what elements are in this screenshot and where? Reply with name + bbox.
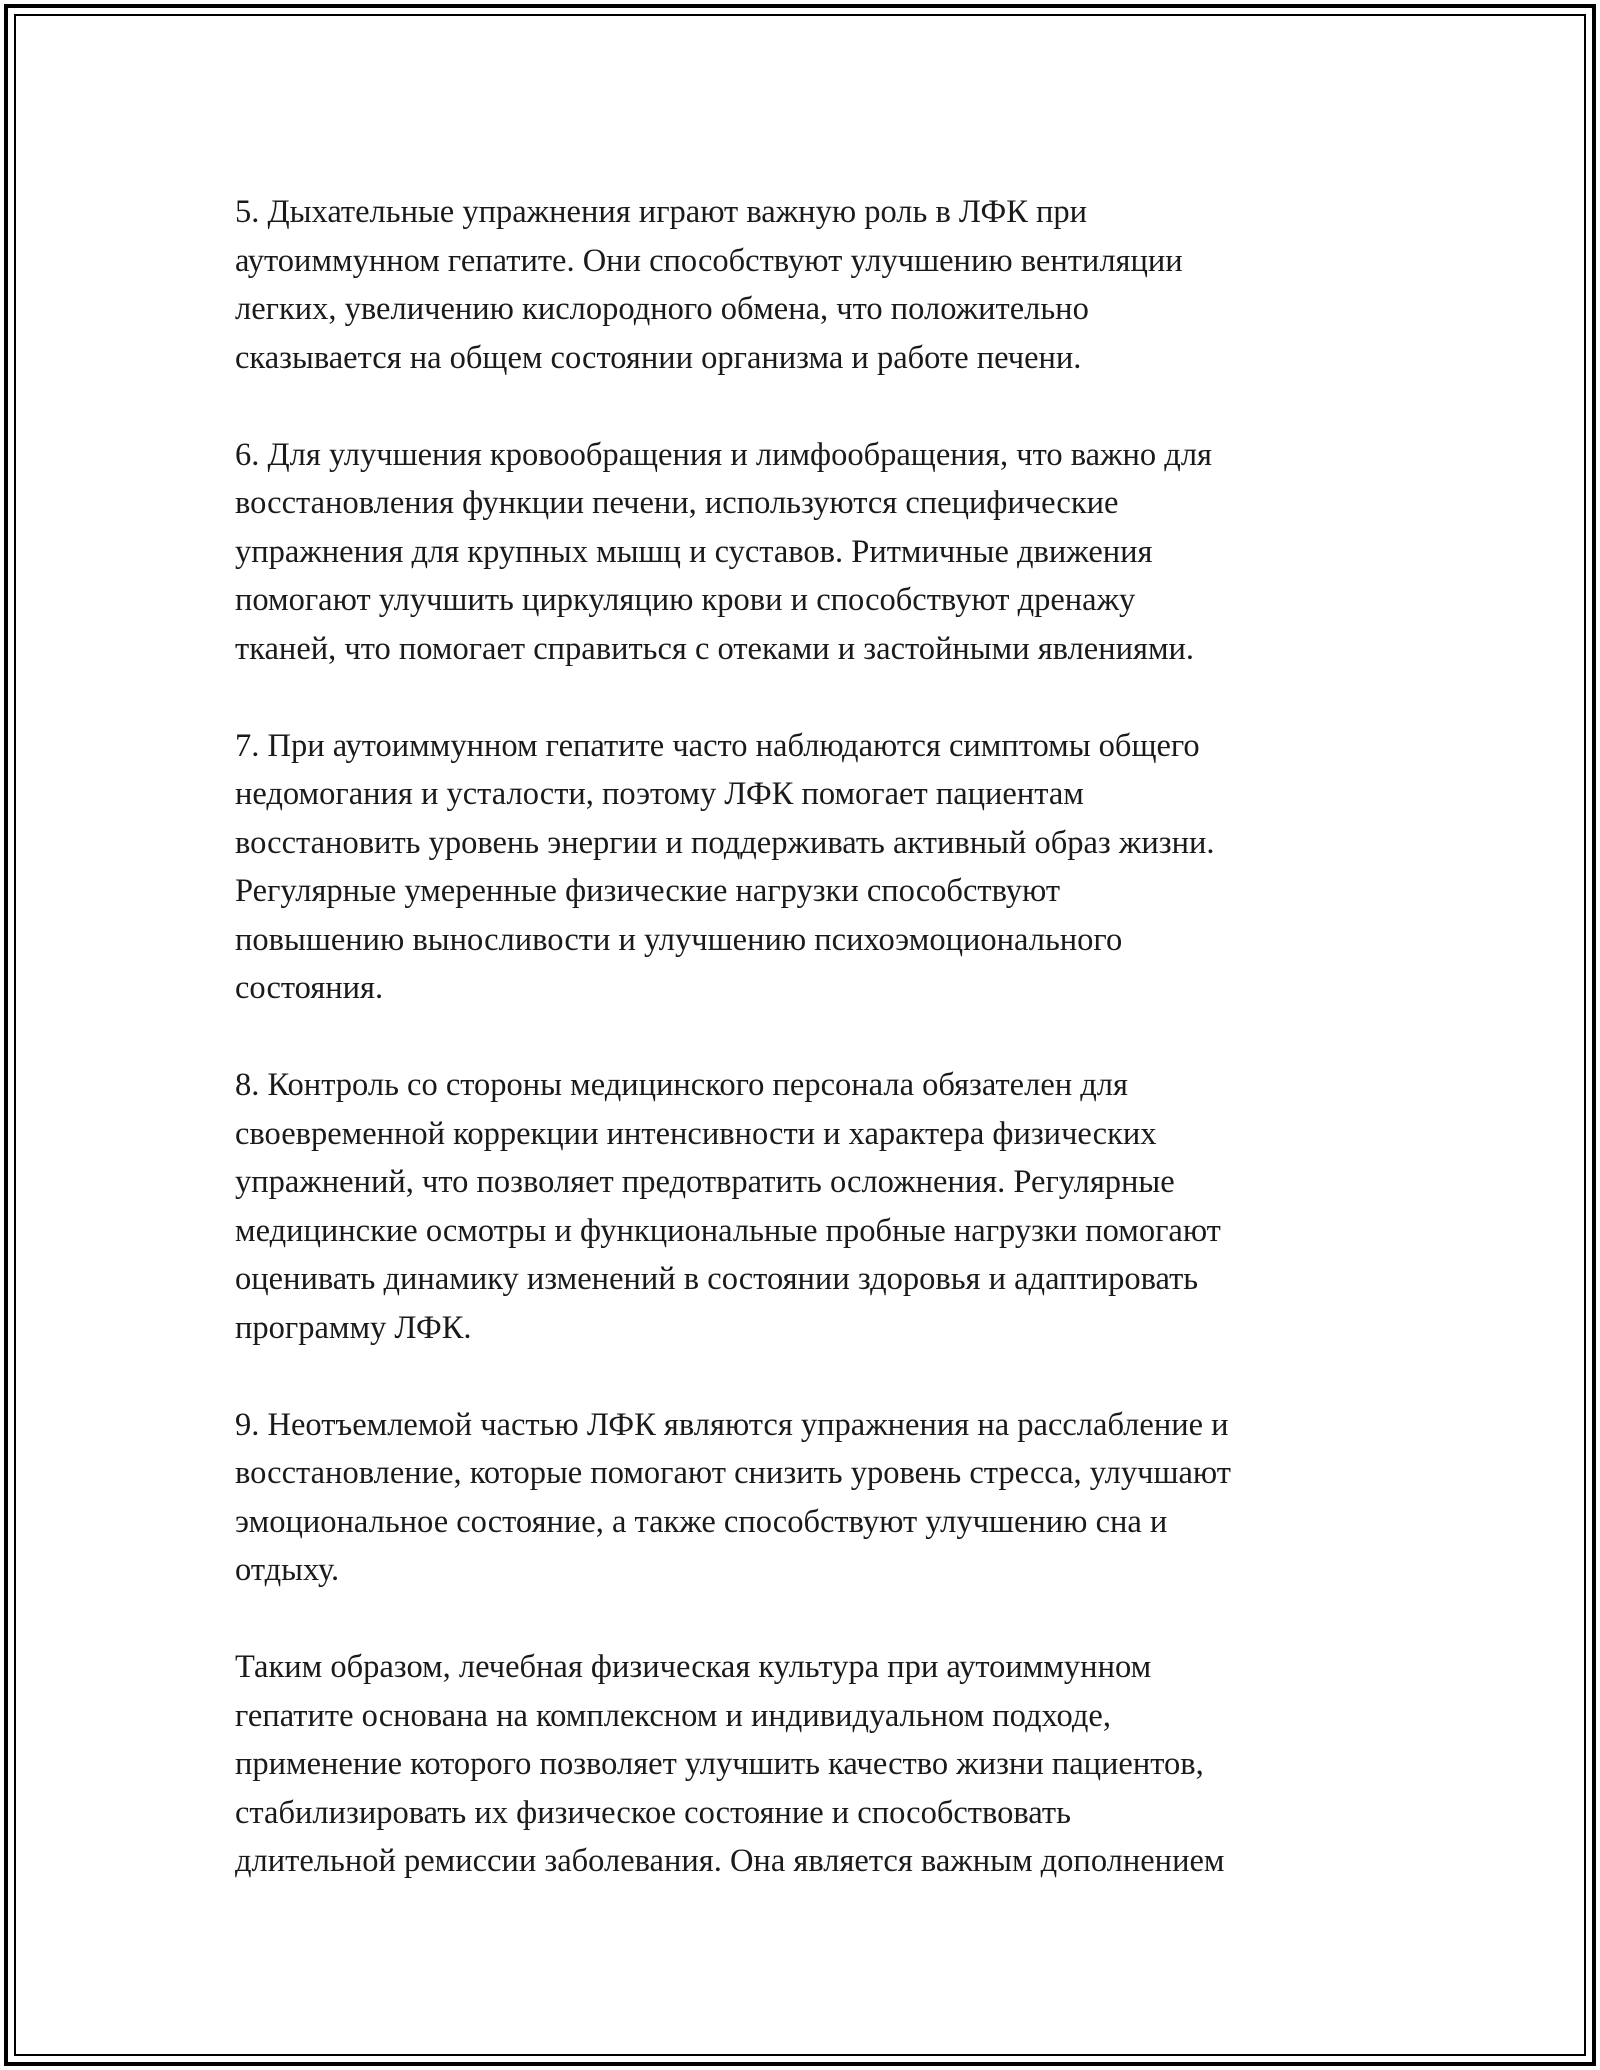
- text-line: 6. Для улучшения кровообращения и лимфообращения, что важно для: [235, 436, 1212, 473]
- text-line: упражнений, что позволяет предотвратить осложнения. Регулярные: [235, 1164, 1175, 1200]
- text-line: сказывается на общем состоянии организма и работе печени.: [235, 339, 1082, 376]
- text-line: эмоциональное состояние, а также способствуют улучшению сна и: [235, 1503, 1168, 1540]
- text-line: повышению выносливости и улучшению психоэмоционального: [235, 921, 1123, 958]
- paragraph-5-breathing-exercises: [235, 188, 1415, 382]
- text-line: Регулярные умеренные физические нагрузки способствуют: [235, 873, 1061, 909]
- text-line: своевременной коррекции интенсивности и характера физических: [235, 1115, 1157, 1152]
- paragraph-9-relaxation: [235, 1401, 1415, 1595]
- text-line: 5. Дыхательные упражнения играют важную роль в ЛФК при: [235, 194, 1088, 230]
- text-line: 8. Контроль со стороны медицинского персонала обязателен для: [235, 1067, 1128, 1103]
- text-line: легких, увеличению кислородного обмена, что положительно: [235, 291, 1089, 327]
- text-line: оценивать динамику изменений в состоянии здоровья и адаптировать: [235, 1261, 1199, 1297]
- paragraph-7-fatigue: [235, 722, 1415, 1013]
- text-line: применение которого позволяет улучшить качество жизни пациентов,: [235, 1746, 1204, 1782]
- text-line: медицинские осмотры и функциональные пробные нагрузки помогают: [235, 1212, 1221, 1249]
- text-line: 7. При аутоиммунном гепатите часто наблюдаются симптомы общего: [235, 727, 1200, 764]
- text-line: длительной ремиссии заболевания. Она является важным дополнением: [235, 1843, 1225, 1879]
- text-line: состояния.: [235, 970, 384, 1006]
- text-line: программу ЛФК.: [235, 1309, 472, 1346]
- text-line: стабилизировать их физическое состояние и способствовать: [235, 1794, 1071, 1831]
- text-line: восстановление, которые помогают снизить уровень стресса, улучшают: [235, 1455, 1231, 1491]
- text-line: упражнения для крупных мышц и суставов. Ритмичные движения: [235, 533, 1153, 570]
- paragraph-conclusion: [235, 1643, 1415, 1886]
- text-line: недомогания и усталости, поэтому ЛФК помогает пациентам: [235, 776, 1084, 812]
- text-line: Таким образом, лечебная физическая культура при аутоиммунном: [235, 1649, 1152, 1685]
- text-line: помогают улучшить циркуляцию крови и способствуют дренажу: [235, 582, 1136, 618]
- text-line: гепатите основана на комплексном и индивидуальном подходе,: [235, 1697, 1111, 1734]
- text-line: аутоиммунном гепатите. Они способствуют улучшению вентиляции: [235, 242, 1183, 279]
- text-line: восстановления функции печени, используются специфические: [235, 485, 1119, 521]
- paragraph-6-circulation: [235, 431, 1415, 674]
- text-line: восстановить уровень энергии и поддерживать активный образ жизни.: [235, 824, 1215, 861]
- text-line: тканей, что помогает справиться с отеками и застойными явлениями.: [235, 630, 1195, 667]
- text-line: отдыху.: [235, 1552, 340, 1588]
- document-body: [235, 188, 1415, 1934]
- paragraph-8-medical-control: [235, 1061, 1415, 1352]
- text-line: 9. Неотъемлемой частью ЛФК являются упражнения на расслабление и: [235, 1406, 1229, 1443]
